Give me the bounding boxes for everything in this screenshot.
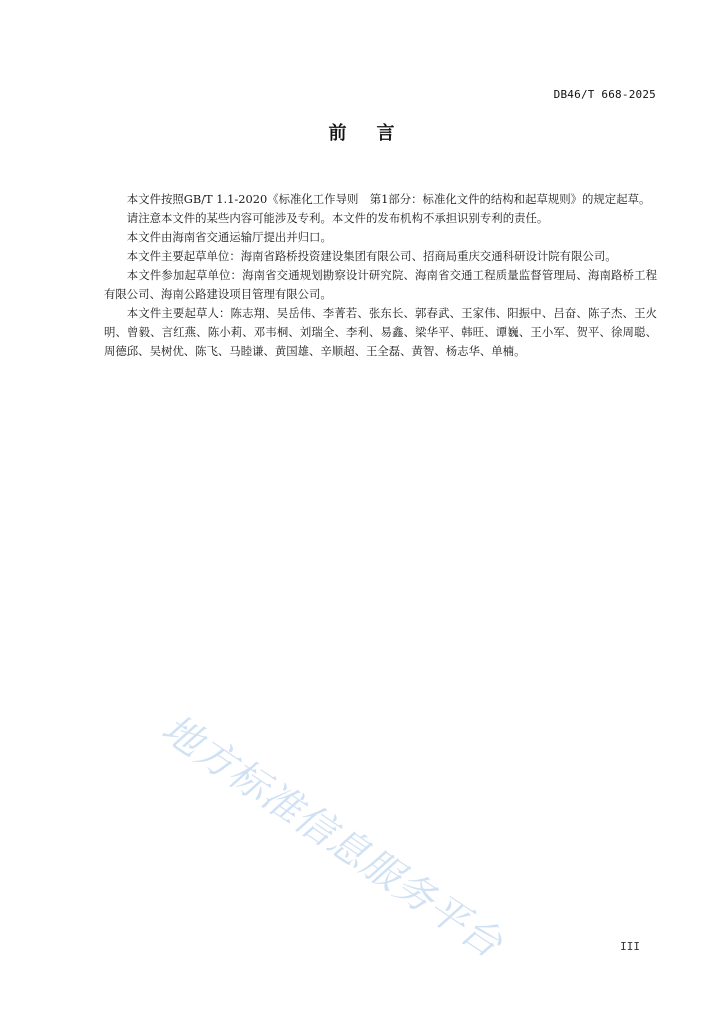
watermark: 地方标准信息服务平台: [153, 706, 511, 968]
paragraph-patent-notice: 请注意本文件的某些内容可能涉及专利。本文件的发布机构不承担识别专利的责任。: [126, 211, 549, 225]
paragraph-drafting-rules: 本文件按照GB/T 1.1-2020《标准化工作导则 第1部分：标准化文件的结构和起草规则》的规定起草。: [126, 192, 651, 206]
document-code: DB46/T 668-2025: [553, 88, 656, 101]
paragraph-main-drafting-units: 本文件主要起草单位：海南省路桥投资建设集团有限公司、招商局重庆交通科研设计院有限公司。: [126, 249, 617, 263]
foreword-body: [104, 190, 657, 361]
page-number: III: [620, 940, 640, 953]
page-title: 前 言: [328, 123, 396, 144]
paragraph-proposer: 本文件由海南省交通运输厅提出并归口。: [126, 230, 332, 244]
paragraph-participating-units: 本文件参加起草单位：海南省交通规划勘察设计研究院、海南省交通工程质量监督管理局、海南路桥工程有限公司、海南公路建设项目管理有限公司。: [104, 268, 657, 301]
paragraph-main-drafters: 本文件主要起草人：陈志翔、吴岳伟、李菁若、张东长、郭春武、王家伟、阳振中、吕奋、陈子杰、王火明、曾毅、言红燕、陈小莉、邓韦桐、刘瑞全、李利、易鑫、梁华平、韩旺、谭巍、王小军、贺平、徐周聪、周德邱、吴树优、陈飞、马睦谦、黄国雄、辛顺超、王全磊、黄智、杨志华、单楠。: [104, 306, 657, 358]
